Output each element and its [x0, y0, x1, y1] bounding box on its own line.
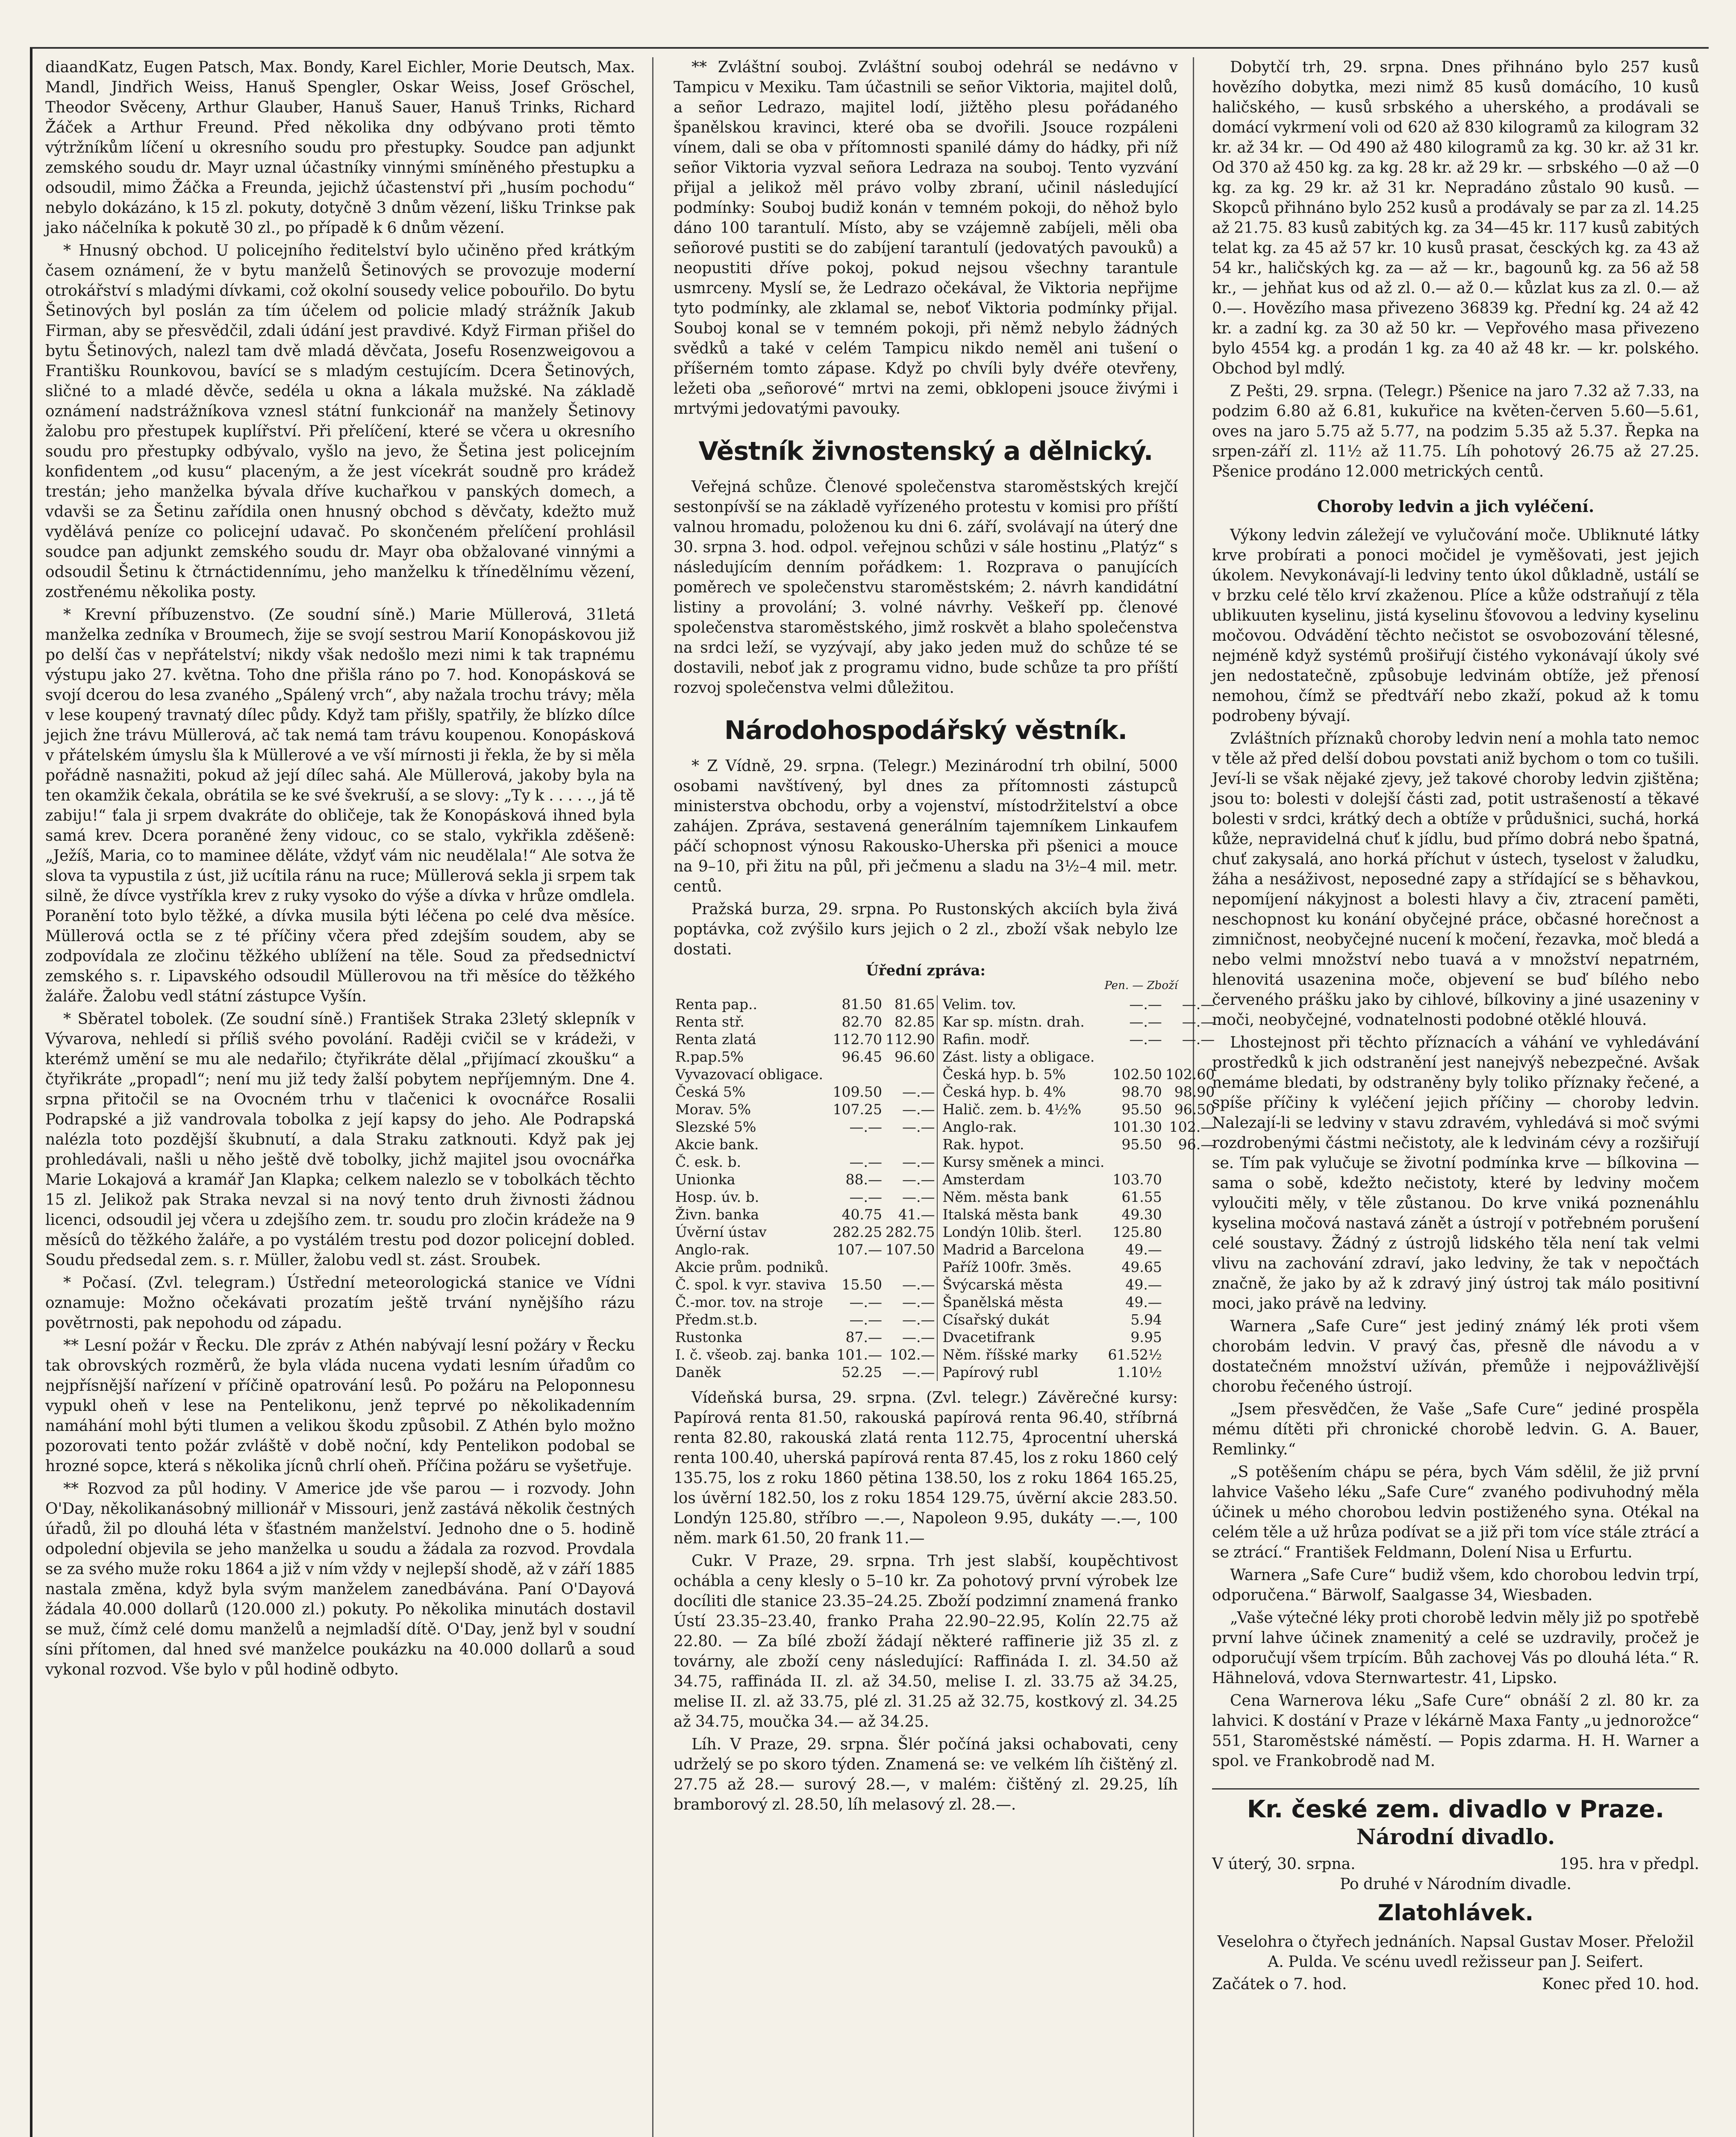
quote-value: —.— — [902, 1083, 935, 1100]
quote-value: 81.65 — [894, 996, 935, 1013]
quote-row — [674, 1328, 1216, 1346]
quote-row — [674, 1206, 1216, 1223]
quote-label: I. č. všeob. zaj. banka — [675, 1346, 830, 1363]
quote-value: —.— — [849, 1189, 883, 1205]
quote-value: 98.90 — [1174, 1083, 1215, 1100]
quote-label: Č.-mor. tov. na stroje — [675, 1294, 823, 1310]
article-pest: Z Pešti, 29. srpna. (Telegr.) Pšenice na jaro 7.32 až 7.33, na podzim 6.80 až 6.81, kukuřice na květen-červen 5.60—5.61, oves na jaro 5.75 až 5.77, na podzim 5.35 až 5.37. Řepka na srpen-září zl. 11½ až 11.75. Líh pohotový 26.75 až 27.25. Pšenice prodáno 12.000 metrických centů. — [1212, 383, 1699, 480]
quote-value: —.— — [1129, 996, 1162, 1013]
quote-value — [1164, 1293, 1216, 1311]
quote-value — [1106, 1153, 1163, 1171]
quote-value: 15.50 — [842, 1276, 883, 1293]
quote-row — [674, 1258, 1216, 1276]
theatre-title: Kr. české zem. divadlo v Praze. — [1212, 1788, 1699, 1824]
ad-paragraph: Výkony ledvin záležejí ve vylučování moče. Ubliknuté látky krve probírati a ponoci močidel je vyměšovati, jest jejich úkolem. Nevykonávají-li ledviny tento úkol důkladně, ustálí se v brzku celé tělo krví zkaženou. Plíce a kůže odstraňují z těla ublikuuten kyselinu, jistá kyselinu šťovovou a ledviny kyselinu močovou. Odvádění těchto nečistot se osvobozování tělesné, nejméně když systémů prošiřují čistého vykonávají úkoly své jen nedostatečně, způsobuje ledvinám obtíže, jež přenosí nemohou, čímž se předtváří nebo zkaží, pokud až k tomu podrobeny bývají. — [1212, 527, 1699, 725]
quote-value: —.— — [1182, 1013, 1215, 1030]
quote-value: 1.10½ — [1117, 1364, 1162, 1381]
section-heading-zivnostensky: Věstník živnostenský a dělnický. — [698, 436, 1153, 466]
quote-value: —.— — [902, 1101, 935, 1118]
quote-label: Daněk — [675, 1364, 721, 1381]
article-krevni-pribuzenstvo: * Krevní příbuzenstvo. (Ze soudní síně.) Marie Müllerová, 31letá manželka zedníka v Broumech, žije se svojí sestrou Marií Konopáskovou již po delší čas v nepřátelství; nikdy však nedošlo mezi nimi k tak trapnému výstupu jako 27. května. Toho dne přišla ráno po 7. hod. Konopásková se svojí dcerou do lesa zvaného „Spálený vrch“, aby nažala trochu trávy; měla v lese koupený travnatý dílec půdy. Když tam přišly, spatřily, že blízko dílce jejich žne trávu Müllerová, ač tak nemá tam trávu koupenou. Konopásková v přátelském úmyslu šla k Müllerové a ve vší mírnosti ji řekla, že by si měla pořádně nasnažiti, pokud až její dílec sahá. Ale Müllerová, jakoby byla na ten okamžik čekala, obrátila se ke své švekruší, a se slovy: „Ty k . . . . ., já tě zabiju!“ ťala ji srpem dvakráte do obličeje, tak že Konopásková ihned byla samá krev. Dcera poraněné ženy vidouc, co se stalo, vykřikla zděšeně: „Ježíš, Maria, co to maminee děláte, vždyť vám nic neudělala!“ Ale sotva že slova ta vypustila z úst, již ucítila ránu na ruce; Müllerová sekla ji srpem tak silně, že dívce vystříkla krev z ruky vysoko do výše a dívka v hrůze omdlela. Poranění toto bylo těžké, a dívka musila býti léčena po celé dva měsíce. Müllerová octla se z té příčiny včera před zdejším soudem, aby se zodpovídala ze zločinu těžkého ublížení na těle. Soud za předsednictví zemského s. r. Lipavského odsoudil Müllerovou na tři měsíce do těžkého žaláře. Žalobu vedl státní zástupce Vyšín. — [45, 606, 635, 1005]
quote-label: Madrid a Barcelona — [937, 1241, 1106, 1258]
quote-value: 41.— — [898, 1206, 935, 1223]
quote-value: 95.50 — [1121, 1136, 1162, 1153]
theatre-date: V úterý, 30. srpna. — [1212, 1855, 1356, 1873]
quote-value: 61.52½ — [1108, 1346, 1162, 1363]
quote-value: 49.— — [1125, 1294, 1162, 1310]
quote-row — [674, 1048, 1216, 1066]
ad-price-info: Cena Warnerova léku „Safe Cure“ obnáší 2 zl. 80 kr. za lahvici. K dostání v Praze v lékárně Maxa Fanty „u jednorožce“ 551, Staroměstské náměstí. — Popis zdarma. H. H. Warner a spol. ve Frankobrodě nad M. — [1212, 1692, 1699, 1770]
column-right — [1212, 57, 1699, 2137]
quote-value: 112.90 — [886, 1031, 935, 1048]
ad-testimonial: „Vaše výtečné léky proti chorobě ledvin měly již po spotřebě první lahve účinek znamenitý a celé se uzdravily, pročež je odporučují všem trpícím. Bůh zachovej Vás po dlouhá léta.“ R. Hähnelová, vdova Sternwartestr. 41, Lipsko. — [1212, 1609, 1699, 1687]
column-left — [45, 57, 635, 2137]
quote-row — [674, 1153, 1216, 1171]
quote-value: 49.— — [1125, 1276, 1162, 1293]
quote-value — [1164, 1258, 1216, 1276]
quote-row — [674, 1311, 1216, 1328]
stock-quotes-table — [674, 995, 1216, 1381]
quote-value: —.— — [902, 1189, 935, 1205]
quote-row — [674, 995, 1216, 1013]
quote-value — [884, 1136, 937, 1153]
article-prazska-burza: Pražská burza, 29. srpna. Po Rustonských akciích byla živá poptávka, což zvýšilo kurs jejich o 2 zl., zboží však nebylo lze dostati. — [674, 901, 1178, 958]
quote-value: 81.50 — [842, 996, 883, 1013]
quote-label: Morav. 5% — [675, 1101, 751, 1118]
quote-label: Císařský dukát — [937, 1311, 1106, 1328]
quote-value — [1106, 1048, 1163, 1066]
quote-label: Anglo-rak. — [675, 1241, 750, 1258]
ad-paragraph: Warnera „Safe Cure“ jest jediný známý lék proti všem chorobám ledvin. V pravý čas, přesně dle návodu a v dostatečném množství užíván, přemůže i nejpovážlivější chorobu řečeného ústrojí. — [1212, 1318, 1699, 1395]
quotes-column-header: Pen. — Zboží — [1104, 979, 1178, 992]
column-divider — [652, 57, 653, 2137]
quote-row — [674, 1188, 1216, 1206]
quote-value — [1164, 1276, 1216, 1293]
quote-value — [1164, 1206, 1216, 1223]
quote-value: 88.— — [845, 1171, 883, 1188]
quote-row — [674, 1083, 1216, 1101]
quote-label: Česká hyp. b. 5% — [937, 1066, 1106, 1083]
quote-value — [1164, 1188, 1216, 1206]
quote-value — [1164, 1223, 1216, 1241]
quote-label: Paříž 100fr. 3měs. — [937, 1258, 1106, 1276]
article-hnusny-obchod: * Hnusný obchod. U policejního ředitelství bylo učiněno před krátkým časem oznámení, že v bytu manželů Šetinových se provozuje moderní otrokářství s mladými dívkami, což okolní sousedy velice pobouřilo. Do bytu Šetinových byl poslán za tím účelem od policie mladý strážník Jakub Firman, aby se přesvědčil, zdali údání jest pravdivé. Když Firman přišel do bytu Šetinových, nalezl tam dvě mladá děvčata, Josefu Rosenzweigovou a Františku Rounkovou, bavící se s mladým cestujícím. Dcera Šetinových, sličné to a mladé děvče, sedéla u okna a lákala mužské. Na základě oznámení nadstrážníkova vznesl státní funkcionář na manžely Šetinovy žalobu pro přestupek kuplířství. Při přelíčení, které se včera u okresního soudu pro přestupky odbývalo, vyšlo na jevo, že Šetina jest policejním konfidentem „od kusu“ placeným, a že jest vícekrát soudně pro krádež trestán; jeho manželka bývala dříve kuchařkou v panských domech, a vdavši se za Šetinu zařídila onen hnusný obchod s děvčaty, kdežto muž vydělává peníze co policejní udavač. Po skončeném přelíčení prohlásil soudce pan adjunkt zemského soudu dr. Mayr oba obžalované vinnými a odsoudil Šetinu k čtrnáctidennímu, jeho manželku k třínedělnímu vězení, zostřenému několika posty. — [45, 242, 635, 601]
quote-value: —.— — [902, 1329, 935, 1345]
quote-value: 5.94 — [1130, 1311, 1162, 1328]
quote-value: —.— — [849, 1311, 883, 1328]
quote-label: Italská města bank — [937, 1206, 1106, 1223]
quote-label: Londýn 10lib. šterl. — [937, 1223, 1106, 1241]
quote-row — [674, 1293, 1216, 1311]
quote-row — [674, 1066, 1216, 1083]
ad-paragraph: Zvláštních příznaků choroby ledvin není a mohla tato nemoc v těle až před delší dobou povstati aniž bychom o tom co tušili. Jeví-li se však nějaké zjevy, jež takové choroby ledvin zjištěna; jsou to: bolesti v dolejší části zad, potit ustrašeností a těkavé bolesti v srdci, krátký dech a obtíže v průdušnici, suchá, horká kůže, nepravidelná chuť k jídlu, bud přímo dobrá nebo špatná, chuť zakysalá, ano horká příchut v ústech, tyselost v žaludku, žáha a nesáživost, neposedné zapy a střídající se s běhavkou, nepomíjení nákyjnost a bolesti hlavy a čiv, ztracení paměti, neschopnost ku konání obyčejné práce, občasné horečnost a zimničnost, neobyčejné nucení k močení, řezavka, moč bledá a nebo velmi množství nebo tuavá a v množství nepatrném, hlenovitá usazenina moče, objevení se buď bílého nebo červeného prášku jako by cihlové, bílkoviny a jiné usazeniny v moči, neobyčejné, vodnatelnosti podobné otěklé hlouvá. — [1212, 730, 1699, 1029]
ad-paragraph: Lhostejnost při těchto příznacích a váhání ve vyhledávání prostředků k jich odstranění jest nanejvýš nebezpečné. Avšak nemáme bledati, by odstraněny byly toliko příznaky řečené, a spíše příčiny k vyléčení jejich příčiny — choroby ledvin. Nalezají-li se ledviny v stavu zdravém, vyhledává si moč svými rozdrobenými částmi nečistoty, ale k ledvinám cévy a rozšiřují se. Tím pak vylučuje se životní podmínka krve — bílkovina — sama o sobě, kdežto nečistoty, které by ledviny močem vyloučiti měly, v těle zůstanou. Do krve vniká poznenáhlu kyselina močová nastavá zánět a ústrojí v potřebném porušení celé soustavy. Žádný z ústrojů lidského těla není tak velmi vlivu na zachování zdraví, jako ledviny, že tak v nepočtách značně, že jako by až k zdravý jiný ústroj tak málo positivní moci, jako právě na ledviny. — [1212, 1034, 1699, 1313]
quote-label: Rafin. modř. — [937, 1030, 1106, 1048]
section-heading-narodohospodarsky: Národohospodářský věstník. — [724, 715, 1127, 745]
quote-label: Dvacetifrank — [937, 1328, 1106, 1346]
quote-row — [674, 1171, 1216, 1188]
quote-label: Vyvazovací obligace. — [675, 1066, 823, 1083]
quote-value: 49.— — [1125, 1241, 1162, 1258]
quote-value: 107.50 — [886, 1241, 935, 1258]
quote-row — [674, 1101, 1216, 1118]
quote-value: 61.55 — [1121, 1189, 1162, 1205]
quote-value: 107.25 — [833, 1101, 883, 1118]
quote-value: 103.70 — [1112, 1171, 1162, 1188]
quote-value: 87.— — [845, 1329, 883, 1345]
quote-label: Hosp. úv. b. — [675, 1189, 759, 1205]
quote-value — [831, 1136, 884, 1153]
article-lih: Líh. V Praze, 29. srpna. Šlér počíná jaksi ochabovati, ceny udrželý se po skoro týden. Znamená se: ve velkém líh čištěný zl. 27.75 až 28.— surový 28.—, v malém: čištěný zl. 29.25, líh bramborový zl. 28.50, líh melasový zl. 28.—. — [674, 1736, 1178, 1813]
quote-row — [674, 1363, 1216, 1381]
quote-value: 9.95 — [1130, 1329, 1162, 1345]
quote-label: Č. spol. k vyr. staviva — [675, 1276, 826, 1293]
article-cukr: Cukr. V Praze, 29. srpna. Trh jest slabší, koupěchtivost ochábla a ceny klesly o 5–10 kr. Za pohotový první výrobek lze docíliti dle stanice 23.35–24.25. Zboží podzimní znamená franko Ústí 23.35–23.40, franko Praha 22.90–22.95, Kolín 22.75 až 22.80. — Za bílé zboží žádají některé raffinerie již 35 zl. z továrny, ale zboží ceny následující: Raffináda I. zl. 34.50 až 34.75, raffináda II. zl. až 34.50, melise I. zl. 33.75 až 34.25, melise II. zl. až 33.75, plé zl. 31.25 až 32.75, kostkový zl. 34.25 až 34.75, moučka 34.— až 34.25. — [674, 1552, 1178, 1731]
quote-label: Úvěrní ústav — [675, 1224, 767, 1240]
quote-label: Akcie prům. podniků. — [675, 1259, 829, 1275]
quote-value: —.— — [1129, 1031, 1162, 1048]
quote-value — [831, 1258, 884, 1276]
article-rozvod: ** Rozvod za půl hodiny. V Americe jde vše parou — i rozvody. John O'Day, několikanásobný millionář v Missouri, jenž zastává několik čestných úřadů, žil po dlouhá léta v šťastném manželství. Jednoho dne o 5. hodině odpolední objevila se jeho manželka u soudu a žádala za rozvod. Provdala se za svého muže roku 1864 a již v ním vždy v nejlepší shodě, až v září 1885 nastala změna, když byla svým manželem zanedbávána. Paní O'Dayová žádala 40.000 dollarů (120.000 zl.) pokuty. Po několika minutách dostavil se muž, čímž celé domu manželů a nejmladší dítě. O'Day, jenž byl v soudní síni přítomen, dal hned své manželce poukázku na 40.000 dollarů a soud vykonal rozvod. Vše bylo v půl hodině odbyto. — [45, 1480, 635, 1678]
quote-value: —.— — [849, 1294, 883, 1310]
quote-value: 282.75 — [886, 1224, 935, 1240]
quote-value — [1164, 1363, 1216, 1381]
ad-testimonial: Warnera „Safe Cure“ budiž všem, kdo chorobou ledvin trpí, odporučena.“ Bärwolf, Saalgasse 34, Wiesbaden. — [1212, 1566, 1699, 1604]
quote-label: Španělská města — [937, 1293, 1106, 1311]
quote-value: 101.30 — [1112, 1119, 1162, 1135]
quote-label: Něm. města bank — [937, 1188, 1106, 1206]
quote-value: 49.30 — [1121, 1206, 1162, 1223]
theatre-start: Začátek o 7. hod. — [1212, 1975, 1347, 1993]
quote-value: —.— — [1182, 1031, 1215, 1048]
quote-value — [1164, 1328, 1216, 1346]
quote-label: Anglo-rak. — [937, 1118, 1106, 1136]
quote-label: Něm. říšské marky — [937, 1346, 1106, 1363]
quote-value: 82.70 — [842, 1013, 883, 1030]
quote-value: —.— — [902, 1171, 935, 1188]
quote-row — [674, 1276, 1216, 1293]
quote-label: Velim. tov. — [937, 995, 1106, 1013]
quote-value — [1164, 1311, 1216, 1328]
quote-value: 98.70 — [1121, 1083, 1162, 1100]
quote-value: —.— — [1129, 1013, 1162, 1030]
quote-label: Živn. banka — [675, 1206, 759, 1223]
quote-row — [674, 1030, 1216, 1048]
quote-value: 112.70 — [833, 1031, 883, 1048]
quote-value — [831, 1066, 884, 1083]
quote-value: —.— — [902, 1311, 935, 1328]
quote-label: Rak. hypot. — [937, 1136, 1106, 1153]
quote-value: 101.— — [836, 1346, 883, 1363]
quote-value: 102.60 — [1165, 1066, 1215, 1083]
article-verejna-schuze: Veřejná schůze. Členové společenstva staroměstských krejčí sestonpívší se na základě vyřízeného protestu v komisi pro příští valnou hromadu, položenou ku dni 6. září, svolávají na úterý dne 30. srpna 3. hod. odpol. veřejnou schůzi v sále hostinu „Platýz“ s následujícím denním pořádkem: 1. Rozprava o panujících poměrech ve společenstvu staroměstském; 2. návrh kandidátní listiny a provolání; 3. volné návrhy. Veškeří pp. členové společenstva staroměstského, jimž roskvět a blaho společenstva na srdci leží, se vyzývají, aby jako jeden muž do schůze té se dostavili, neboť jak z programu vidno, bude schůze ta pro příští rozvoj společenstva velmi důležitou. — [674, 478, 1178, 697]
quote-label: Amsterdam — [937, 1171, 1106, 1188]
quote-label: Švýcarská města — [937, 1276, 1106, 1293]
quote-label: Unionka — [675, 1171, 736, 1188]
quote-row — [674, 1241, 1216, 1258]
theatre-times-row — [1212, 1975, 1699, 1994]
quote-label: Č. esk. b. — [675, 1154, 741, 1170]
quote-label: Zást. listy a obligace. — [937, 1048, 1106, 1066]
quote-label: Kursy směnek a minci. — [937, 1153, 1106, 1171]
quote-value: —.— — [1182, 996, 1215, 1013]
quote-value: 96.45 — [842, 1048, 883, 1065]
quote-value: 95.50 — [1121, 1101, 1162, 1118]
article-paragraph: diaandKatz, Eugen Patsch, Max. Bondy, Karel Eichler, Morie Deutsch, Max. Mandl, Jindřich Weiss, Hanuš Spengler, Oskar Weiss, Josef Gröschel, Theodor Svěceny, Arthur Glauber, Hanuš Sauer, Hanuš Trinks, Richard Žáček a Arthur Freund. Před několika dny odbývano proti těmto výtržníkům líčení u okresního soudu pro přestupky. Soudce pan adjunkt zemského soudu dr. Mayr uznal účastníky vinnými smíněného přestupku a odsoudil, mimo Žáčka a Freunda, jejichž účastenství při „husím pochodu“ nebylo dokázáno, k 15 zl. pokuty, dotyčně 3 dnům vězení, lišku Trinkse pak jako náčelníka k pokutě 30 zl., po případě k 6 dnům vězení. — [45, 59, 635, 237]
quote-value: 282.25 — [833, 1224, 883, 1240]
quote-value: —.— — [902, 1364, 935, 1381]
quote-label: Halič. zem. b. 4½% — [937, 1101, 1106, 1118]
quote-value — [1164, 1241, 1216, 1258]
theatre-note: Po druhé v Národním divadle. — [1340, 1875, 1571, 1893]
quote-value: 102.— — [889, 1346, 935, 1363]
quote-value: 49.65 — [1121, 1259, 1162, 1275]
ad-testimonial: „S potěšením chápu se péra, bych Vám sdělil, že již první lahvice Vašeho léku „Safe Cure“ zvaného podivuhodný měla účinek u mého chorobou ledvin postiženého syna. Otékal na celém těle a už hrůza podívat se a již při tom více stále ztrácí a se ztrácí.“ František Feldmann, Dolení Nisa u Erfurtu. — [1212, 1463, 1699, 1561]
quote-label: Renta pap.. — [675, 996, 757, 1013]
quote-label: Renta zlatá — [675, 1031, 756, 1048]
quote-value: —.— — [902, 1294, 935, 1310]
quote-value — [1164, 1171, 1216, 1188]
article-sberatel-tobolek: * Sběratel tobolek. (Ze soudní síně.) František Straka 23letý sklepník v Vývarova, nehledí si příliš svého povolání. Raději cvičil se v krádeži, v kterémž umění se mu ale nedařilo; čtyřikráte dělal „přijímací zkoušku“ a čtyřikráte „propadl“; není mu již tedy žalší pobytem nepříjemným. Dne 4. srpna přitočil se na Ovocném trhu v tlačenici k ovocnářce Rosalii Podrapské a již vandrovala tobolka z její kapsy do jeho. Ale Podrapská nalézla toto pozdější škubnutí, a dala Straku zatknouti. Když pak jej prohledávali, našli u něho ještě dvě tobolky, jichž majitel jsou ovocnářka Marie Lokajová a kramář Jan Klapka; celkem nalezlo se v tobolkách těchto 15 zl. Jelikož pak Straka nevzal si na nový tento druh živnosti žádnou licenci, odsoudil jej včera u zdejšího zem. tr. soudu pro zločin krádeže na 9 měsíců do těžkého žaláře, a po vystálém trestu pod dozor policejní dobled. Soudu předsedal zem. s. r. Müller, žalobu vedl st. zást. Sroubek. — [45, 1010, 635, 1269]
quote-value: —.— — [902, 1119, 935, 1135]
column-middle — [674, 57, 1215, 2137]
quote-value: 107.— — [836, 1241, 883, 1258]
ad-heading-choroby-ledvin: Choroby ledvin a jich vyléčení. — [1317, 497, 1595, 516]
quote-value: —.— — [849, 1154, 883, 1170]
article-dobytci-trh: Dobytčí trh, 29. srpna. Dnes přihnáno bylo 257 kusů hovězího dobytka, mezi nimž 85 kusů domácího, 10 kusů haličského, — kusů srbského a uherského, a prodávali se domácí vykrmení voli od 620 až 830 kilogramů za kilogram 32 kr. až 34 kr. — Od 490 až 480 kilogramů za kg. 30 kr. až 31 kr. Od 370 až 450 kg. za kg. 28 kr. až 29 kr. — srbského —0 až —0 kg. za kg. 29 kr. až 31 kr. Nepradáno zůstalo 90 kusů. — Skopců přihnáno bylo 252 kusů a prodávaly se par za zl. 14.25 až 21.75. 83 kusů zabitých kg. za 34—45 kr. 117 kusů zabitých telat kg. za 45 až 57 kr. 10 kusů prasat, česckých kg. za 43 až 54 kr., haličských kg. za — až — kr., bagounů kg. za 56 až 58 kr., — jehňat kus od až zl. 0.— až 0.— kůzlat kus za zl. 0.— až 0.—. Hovězího masa přivezeno 36839 kg. Přední kg. 24 až 42 kr. a zadní kg. za 30 až 50 kr. — Vepřového masa přivezeno bylo 4554 kg. a prodán 1 kg. za 40 až 48 kr. — kr. polského. Obchod byl mdlý. — [1212, 59, 1699, 377]
quote-label: Předm.st.b. — [675, 1311, 758, 1328]
theatre-play-number: 195. hra v předpl. — [1559, 1855, 1699, 1873]
quote-label: Akcie bank. — [675, 1136, 759, 1153]
article-zvlastni-souboj: ** Zvláštní souboj. Zvláštní souboj odehrál se nedávno v Tampicu v Mexiku. Tam účastnili se señor Viktoria, majitel dolů, a señor Ledrazo, majitel lodí, jižtěho plesu pořádaného španělskou kravinci, které oba se dvořili. Jsouce rozpáleni vínem, dali se oba v přítomnosti spanilé dámy do hádky, při níž señor Viktoria vyzval señora Ledraza na souboj. Tento vyzvání přijal a jelikož měl právo volby zbraní, učinil následující podmínky: Souboj budiž konán v temném pokoji, do něhož bylo dáno 100 tarantulí. Místo, aby se vzájemně zabíjeli, měli oba señorové pustiti se do zabíjení tarantulí (jedovatých pavouků) a neopustiti dříve pokoj, pokud nejsou všechny tarantule usmrceny. Myslí se, že Ledrazo očekával, že Viktoria nepřijme tyto podmínky, ale zklamal se, neboť Viktoria podmínky přijal. Souboj konal se v temném pokoji, při němž nebylo žádných svědků a také v celém Tampicu nikdo neměl ani tušení o příšerném tomto zápase. Když po chvíli byly dvéře otevřeny, ležeti oba „señorové“ mrtvi na zemi, obklopeni jsouce živými i mrtvými jedovatými pavouky. — [674, 59, 1178, 418]
theatre-play-title: Zlatohlávek. — [1377, 1900, 1534, 1926]
quote-row — [674, 1346, 1216, 1363]
quote-row — [674, 1136, 1216, 1153]
quote-value: —.— — [849, 1119, 883, 1135]
quote-value: 40.75 — [842, 1206, 883, 1223]
article-videnska-bursa: Vídeňská bursa, 29. srpna. (Zvl. telegr.) Závěrečné kursy: Papírová renta 81.50, rakouská papírová renta 96.40, stříbrná renta 82.80, rakouská zlatá renta 112.75, 4procentní uherská renta 100.40, uherská papírová renta 87.45, los z roku 1860 celý 135.75, los z roku 1860 pětina 138.50, los z roku 1864 165.25, los úvěrní 182.50, los z roku 1854 129.75, úvěrní akcie 283.50. Londýn 125.80, stříbro —.—, Napoleon 9.95, dukáty —.—, 100 něm. mark 61.50, 20 frank 11.— — [674, 1389, 1178, 1547]
quote-label: Česká 5% — [675, 1083, 746, 1100]
quote-value — [1164, 1346, 1216, 1363]
quote-label: Papírový rubl — [937, 1363, 1106, 1381]
quote-label: Česká hyp. b. 4% — [937, 1083, 1106, 1101]
newspaper-page — [30, 47, 1709, 2137]
quote-value: 96.50 — [1174, 1101, 1215, 1118]
theatre-end: Konec před 10. hod. — [1542, 1975, 1699, 1993]
quote-value: 52.25 — [842, 1364, 883, 1381]
quote-row — [674, 1118, 1216, 1136]
quote-row — [674, 1013, 1216, 1030]
quote-value: 109.50 — [833, 1083, 883, 1100]
theatre-date-row — [1212, 1854, 1699, 1874]
quote-value: 82.85 — [894, 1013, 935, 1030]
quote-value — [1164, 1153, 1216, 1171]
quote-value: —.— — [902, 1276, 935, 1293]
theatre-subtitle: Národní divadlo. — [1356, 1824, 1555, 1849]
quote-value — [884, 1258, 937, 1276]
article-trh-obilni: * Z Vídně, 29. srpna. (Telegr.) Mezinárodní trh obilní, 5000 osobami navštívený, byl dnes za přítomnosti zástupců ministerstva obchodu, orby a vojenství, místodržitelství a obce zahájen. Zpráva, sestavená generálním tajemníkem Linkaufem páčí schopnost výnosu Rakousko-Uherska při pšenici a mouce na 9–10, při žitu na půl, při ječmenu a sladu na 3½–4 mil. metr. centů. — [674, 757, 1178, 895]
quote-label: Rustonka — [675, 1329, 743, 1345]
quote-label: R.pap.5% — [675, 1048, 744, 1065]
quote-value: 102.— — [1169, 1119, 1215, 1135]
theatre-description: Veselohra o čtyřech jednáních. Napsal Gustav Moser. Přeložil A. Pulda. Ve scénu uvedl režisseur pan J. Seifert. — [1217, 1933, 1694, 1971]
quote-label: Slezské 5% — [675, 1119, 756, 1135]
quote-value — [884, 1066, 937, 1083]
quote-label: Kar sp. místn. drah. — [937, 1013, 1106, 1030]
quote-value: 96.60 — [894, 1048, 935, 1065]
quote-row — [674, 1223, 1216, 1241]
quote-value: —.— — [902, 1154, 935, 1170]
ad-testimonial: „Jsem přesvědčen, že Vaše „Safe Cure“ jediné prospěla mému dítěti při chronické chorobě ledvin. G. A. Bauer, Remlinky.“ — [1212, 1401, 1699, 1458]
article-lesni-pozar: ** Lesní požár v Řecku. Dle zpráv z Athén nabývají lesní požáry v Řecku tak obrovských rozměrů, že byla vláda nucena vydati lesním úřadům co nejpřísnější nařízení v příčině opatrování lesů. Po požáru na Peloponnesu vypukl oheň v lese na Pentelikonu, jenž teprvé po několikadenním namáhání mohl býti tlumen a velikou škodu způsobil. Z Athén bylo možno pozorovati tento požár zvláště v době noční, kdy Pentelikon podobal se hrozné sopce, která s několika jícnů chrlí oheň. Příčina požáru se vyšetřuje. — [45, 1337, 635, 1475]
quote-value: 96.— — [1178, 1136, 1215, 1153]
quote-label: Renta stř. — [675, 1013, 744, 1030]
quote-value — [1164, 1048, 1216, 1066]
article-pocasi: * Počasí. (Zvl. telegram.) Ústřední meteorologická stanice ve Vídni oznamuje: Možno očekávati prozatím ještě trvání nynějšího rázu povětrnosti, pak nepohodu od západu. — [45, 1274, 635, 1332]
quotes-title: Úřední zpráva: — [866, 962, 986, 979]
quote-value: 102.50 — [1112, 1066, 1162, 1083]
quote-value: 125.80 — [1112, 1224, 1162, 1240]
